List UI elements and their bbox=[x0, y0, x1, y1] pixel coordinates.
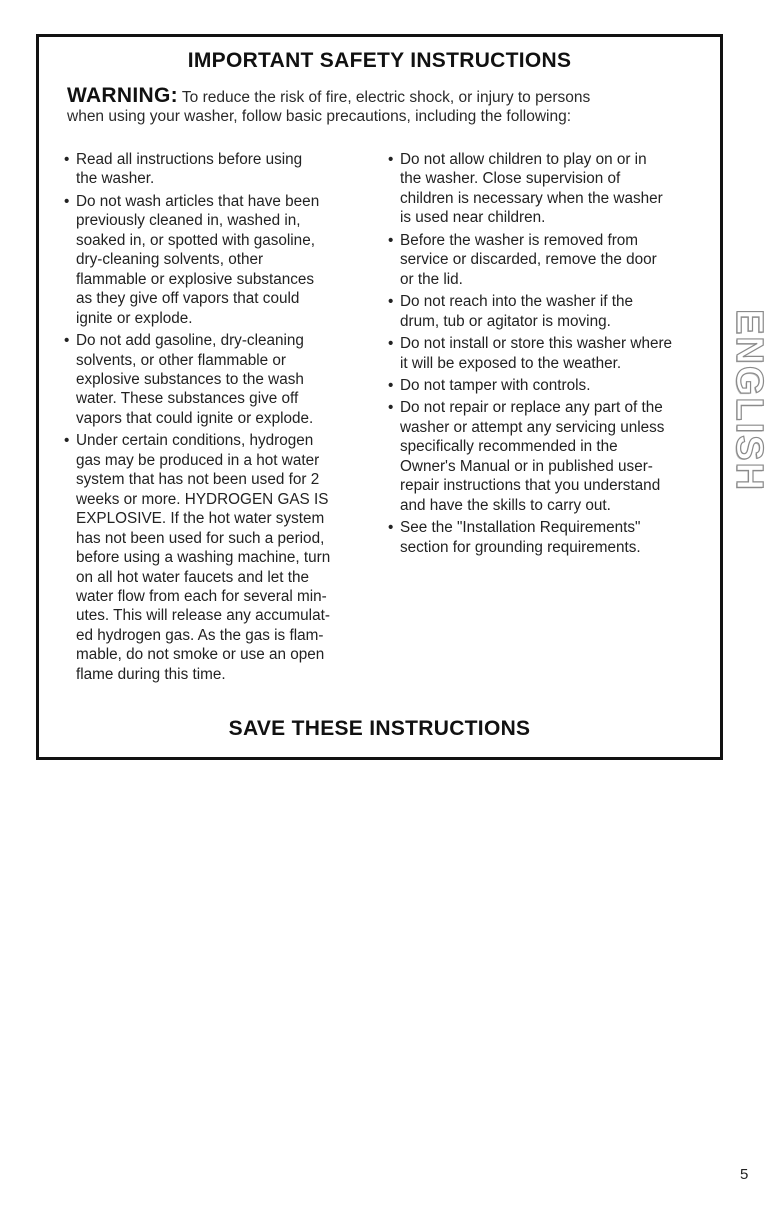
bullet-icon: • bbox=[388, 519, 394, 537]
instruction-line: ed hydrogen gas. As the gas is flam- bbox=[76, 626, 324, 644]
instruction-line: EXPLOSIVE. If the hot water system bbox=[76, 510, 325, 528]
instruction-line: ignite or explode. bbox=[76, 309, 193, 327]
instruction-line: it will be exposed to the weather. bbox=[400, 354, 622, 372]
instruction-line: has not been used for such a period, bbox=[76, 529, 325, 547]
instruction-line: or the lid. bbox=[400, 270, 463, 288]
bullet-icon: • bbox=[388, 335, 394, 353]
instruction-item bbox=[63, 192, 383, 328]
instruction-line: Do not add gasoline, dry-cleaning bbox=[76, 332, 304, 350]
instruction-line: flammable or explosive substances bbox=[76, 270, 315, 288]
bullet-icon: • bbox=[64, 151, 70, 168]
instruction-line: water flow from each for several min- bbox=[76, 587, 327, 605]
instruction-line: See the "Installation Requirements" bbox=[400, 519, 641, 537]
instruction-item bbox=[387, 231, 705, 289]
instruction-line: Do not tamper with controls. bbox=[400, 376, 591, 394]
bullet-icon: • bbox=[64, 332, 70, 350]
instruction-item bbox=[63, 431, 383, 684]
instruction-line: vapors that could ignite or explode. bbox=[76, 409, 314, 427]
instruction-line: Before the washer is removed from bbox=[400, 231, 639, 249]
instruction-line: the washer. Close supervision of bbox=[400, 170, 621, 188]
instruction-item bbox=[387, 292, 705, 331]
warning-paragraph bbox=[67, 86, 700, 126]
instruction-line: Read all instructions before using bbox=[76, 151, 303, 168]
safety-title: IMPORTANT SAFETY INSTRUCTIONS bbox=[187, 49, 572, 72]
instruction-line: Do not wash articles that have been bbox=[76, 192, 320, 210]
instruction-line: solvents, or other flammable or bbox=[76, 351, 286, 369]
instruction-item bbox=[387, 518, 705, 557]
instruction-item bbox=[387, 376, 705, 395]
instruction-item bbox=[63, 331, 383, 428]
instruction-line: water. These substances give off bbox=[76, 390, 299, 408]
instruction-line: washer or attempt any servicing unless bbox=[400, 418, 665, 436]
instruction-line: Under certain conditions, hydrogen bbox=[76, 432, 314, 450]
warning-text-line-2: when using your washer, follow basic precautions, including the following: bbox=[67, 108, 572, 125]
instruction-line: previously cleaned in, washed in, bbox=[76, 212, 301, 230]
warning-label: WARNING: bbox=[67, 84, 178, 107]
instruction-line: weeks or more. HYDROGEN GAS IS bbox=[76, 490, 329, 508]
instruction-line: system that has not been used for 2 bbox=[76, 471, 320, 489]
instruction-line: explosive substances to the wash bbox=[76, 370, 304, 388]
language-side-tab bbox=[727, 305, 770, 495]
instruction-line: flame during this time. bbox=[76, 665, 226, 683]
bullet-icon: • bbox=[64, 432, 70, 450]
instruction-line: Owner's Manual or in published user- bbox=[400, 457, 653, 475]
instruction-line: gas may be produced in a hot water bbox=[76, 451, 320, 469]
instruction-line: dry-cleaning solvents, other bbox=[76, 251, 264, 269]
instruction-line: as they give off vapors that could bbox=[76, 290, 300, 308]
save-instructions-footer: SAVE THESE INSTRUCTIONS bbox=[228, 717, 531, 740]
warning-text-line-1: To reduce the risk of fire, electric shock, or injury to persons bbox=[177, 89, 591, 106]
bullet-icon: • bbox=[64, 192, 70, 210]
instruction-line: drum, tub or agitator is moving. bbox=[400, 312, 611, 330]
instruction-line: Do not reach into the washer if the bbox=[400, 293, 633, 311]
instruction-line: Do not install or store this washer where bbox=[400, 335, 673, 353]
instruction-line: repair instructions that you understand bbox=[400, 477, 661, 495]
right-instructions-column bbox=[387, 150, 705, 560]
instruction-line: specifically recommended in the bbox=[400, 438, 618, 456]
bullet-icon: • bbox=[388, 151, 394, 168]
instruction-line: utes. This will release any accumulat- bbox=[76, 607, 330, 625]
page-number: 5 bbox=[740, 1166, 749, 1183]
instruction-line: before using a washing machine, turn bbox=[76, 549, 331, 567]
instruction-line: mable, do not smoke or use an open bbox=[76, 646, 325, 664]
instruction-line: and have the skills to carry out. bbox=[400, 496, 611, 514]
bullet-icon: • bbox=[388, 231, 394, 249]
instruction-item bbox=[387, 150, 705, 228]
instruction-line: section for grounding requirements. bbox=[400, 538, 641, 556]
instruction-line: Do not repair or replace any part of the bbox=[400, 399, 663, 417]
language-tab-label: ENGLISH bbox=[727, 308, 770, 492]
bullet-icon: • bbox=[388, 399, 394, 417]
bullet-icon: • bbox=[388, 293, 394, 311]
bullet-icon: • bbox=[388, 376, 394, 394]
instruction-line: soaked in, or spotted with gasoline, bbox=[76, 231, 315, 249]
instruction-line: is used near children. bbox=[400, 209, 546, 227]
instruction-item bbox=[387, 334, 705, 373]
instruction-line: the washer. bbox=[76, 170, 155, 188]
instruction-line: on all hot water faucets and let the bbox=[76, 568, 310, 586]
instruction-item bbox=[63, 150, 383, 189]
instruction-line: Do not allow children to play on or in bbox=[400, 151, 647, 168]
instruction-line: service or discarded, remove the door bbox=[400, 251, 657, 269]
safety-instructions-box bbox=[36, 34, 723, 760]
instruction-item bbox=[387, 398, 705, 515]
left-instructions-column bbox=[63, 150, 383, 687]
instruction-line: children is necessary when the washer bbox=[400, 189, 663, 207]
